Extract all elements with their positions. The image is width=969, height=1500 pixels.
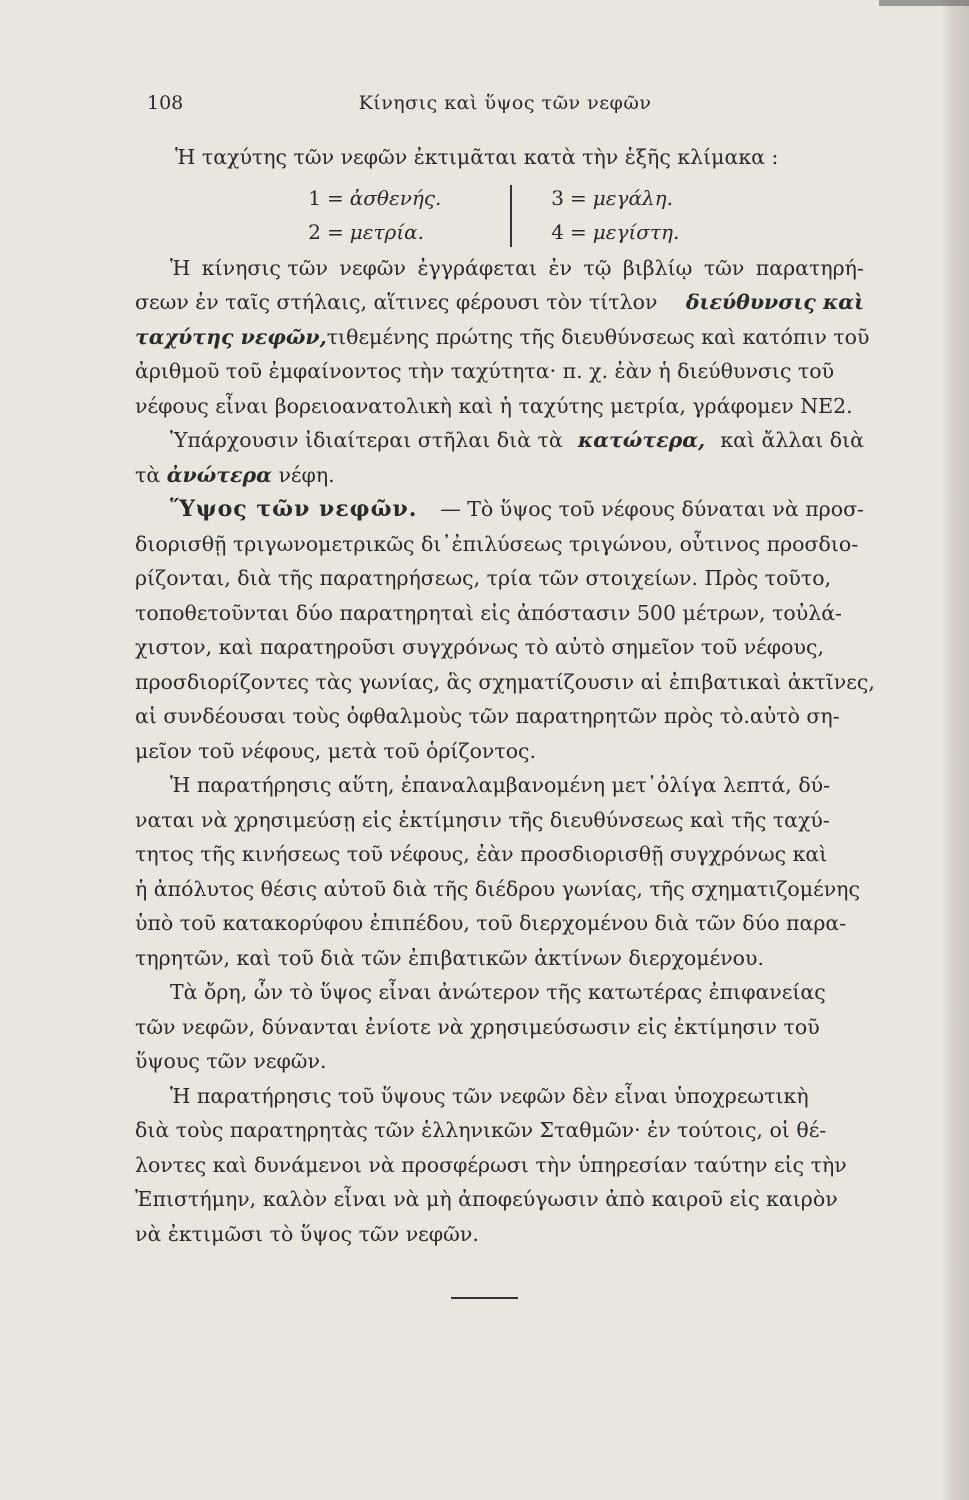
text-line: Ἡ παρατήρησις τοῦ ὕψους τῶν νεφῶν δὲν εἶναι ὑποχρεωτικὴ [170, 1083, 809, 1108]
scale-column-left [307, 181, 441, 249]
paragraph-mountains [135, 975, 864, 1079]
scale-row: 2 = μετρία. [308, 219, 425, 244]
end-rule [451, 1297, 518, 1299]
text-line: Ἡ κίνησις τῶν νεφῶν ἐγγράφεται ἐν τῷ βιβλίῳ τῶν παρατηρή- [170, 255, 864, 280]
running-head: Κίνησις καὶ ὕψος τῶν νεφῶν [358, 92, 652, 114]
paragraph-columns [135, 423, 864, 492]
page-header [147, 92, 863, 118]
text-line: αἱ συνδέουσαι τοὺς ὀφθαλμοὺς τῶν παρατηρητῶν πρὸς τὸ.αὐτὸ ση- [135, 704, 840, 728]
scale-row: 4 = μεγίστη. [551, 219, 680, 244]
text-line: Ὕψος τῶν νεφῶν. — Τὸ ὕψος τοῦ νέφους δύναται νὰ προσ- [135, 492, 864, 527]
paragraph-not-mandatory [135, 1079, 864, 1252]
text-line: τοποθετοῦνται δύο παρατηρηταὶ εἰς ἀπόστασιν 500 μέτρων, τοὐλά- [135, 600, 842, 625]
text-line: Ἡ παρατήρησις αὕτη, ἐπαναλαμβανομένη μετ᾽ὀλίγα λεπτά, δύ- [170, 773, 831, 797]
text-line: νὰ ἐκτιμῶσι τὸ ὕψος τῶν νεφῶν. [135, 1221, 479, 1246]
text-line: Ὑπάρχουσιν ἰδιαίτεραι στῆλαι διὰ τὰ κατώτερα, καὶ ἄλλαι διὰ [170, 428, 864, 452]
text-line: ὑπὸ τοῦ κατακορύφου ἐπιπέδου, τοῦ διερχομένου διὰ τῶν δύο παρα- [135, 911, 847, 935]
text-line: ρίζονται, διὰ τῆς παρατηρήσεως, τρία τῶν στοιχείων. Πρὸς τοῦτο, [135, 566, 832, 590]
text-line: νέφους εἶναι βορειοανατολικὴ καὶ ἡ ταχύτης μετρία, γράφομεν ΝΕ2. [135, 393, 853, 418]
text-line: χιστον, καὶ παρατηροῦσι συγχρόνως τὸ αὐτὸ σημεῖον τοῦ νέφους, [135, 635, 824, 659]
text-line: τηρητῶν, καὶ τοῦ διὰ τῶν ἐπιβατικῶν ἀκτίνων διερχομένου. [135, 945, 764, 970]
text-line: ἡ ἀπόλυτος θέσις αὐτοῦ διὰ τῆς διέδρου γωνίας, τῆς σχηματιζομένης [135, 876, 860, 901]
paragraph-cloud-height [135, 492, 875, 768]
text-line: τὰ ἀνώτερα νέφη. [135, 462, 335, 487]
text-line: λοντες καὶ δυνάμενοι νὰ προσφέρωσι τὴν ὑπηρεσίαν ταύτην εἰς τὴν [135, 1152, 847, 1177]
scale-divider [510, 185, 512, 247]
paragraph-recording [135, 251, 870, 424]
section-heading: Ὕψος τῶν νεφῶν. [170, 496, 418, 522]
text-line: ὕψους τῶν νεφῶν. [135, 1049, 327, 1073]
text-line: διὰ τοὺς παρατηρητὰς τῶν ἑλληνικῶν Σταθμῶν· ἐν τούτοις, οἱ θέ- [135, 1118, 827, 1142]
text-line: τητος τῆς κινήσεως τοῦ νέφους, ἐὰν προσδιορισθῇ συγχρόνως καὶ [135, 842, 828, 866]
page-edge-shadow [941, 0, 969, 1500]
page-number: 108 [147, 92, 184, 114]
text-line: προσδιορίζοντες τὰς γωνίας, ἃς σχηματίζουσιν αἱ ἐπιβατικαὶ ἀκτῖνες, [135, 669, 875, 694]
text-line: σεων ἐν ταῖς στήλαις, αἵτινες φέρουσι τὸν τίτλον διεύθυνσις καὶ [135, 290, 864, 314]
paragraph-repeated-observation [135, 768, 864, 975]
intro-line [135, 140, 864, 175]
body-text [135, 140, 875, 1251]
text-line: ἀριθμοῦ τοῦ ἐμφαίνοντος τὴν ταχύτητα· π. χ. ἐὰν ἡ διεύθυνσις τοῦ [135, 359, 835, 383]
text-line: διορισθῇ τριγωνομετρικῶς δι᾽ἐπιλύσεως τριγώνου, οὗτινος προσδιο- [135, 531, 859, 556]
text-line: μεῖον τοῦ νέφους, μετὰ τοῦ ὁρίζοντος. [135, 738, 537, 763]
text-line: ναται νὰ χρησιμεύσῃ εἰς ἐκτίμησιν τῆς διευθύνσεως καὶ τῆς ταχύ- [135, 807, 830, 832]
speed-scale [135, 181, 864, 249]
scale-column-right [550, 181, 679, 249]
text-line: Ἐπιστήμην, καλὸν εἶναι νὰ μὴ ἀποφεύγωσιν ἀπὸ καιροῦ εἰς καιρὸν [135, 1187, 838, 1211]
text-line: τῶν νεφῶν, δύνανται ἐνίοτε νὰ χρησιμεύσωσιν εἰς ἐκτίμησιν τοῦ [135, 1014, 820, 1039]
scale-row: 1 = ἀσθενής. [308, 185, 442, 210]
scan-corner-mark [879, 0, 969, 6]
intro-text: Ἡ ταχύτης τῶν νεφῶν ἐκτιμᾶται κατὰ τὴν ἑξῆς κλίμακα : [175, 145, 779, 169]
text-line: ταχύτης νεφῶν, τιθεμένης πρώτης τῆς διευθύνσεως καὶ κατόπιν τοῦ [135, 324, 870, 349]
scale-row: 3 = μεγάλη. [551, 185, 673, 210]
text-line: Τὰ ὄρη, ὧν τὸ ὕψος εἶναι ἀνώτερον τῆς κατωτέρας ἐπιφανείας [170, 980, 826, 1004]
